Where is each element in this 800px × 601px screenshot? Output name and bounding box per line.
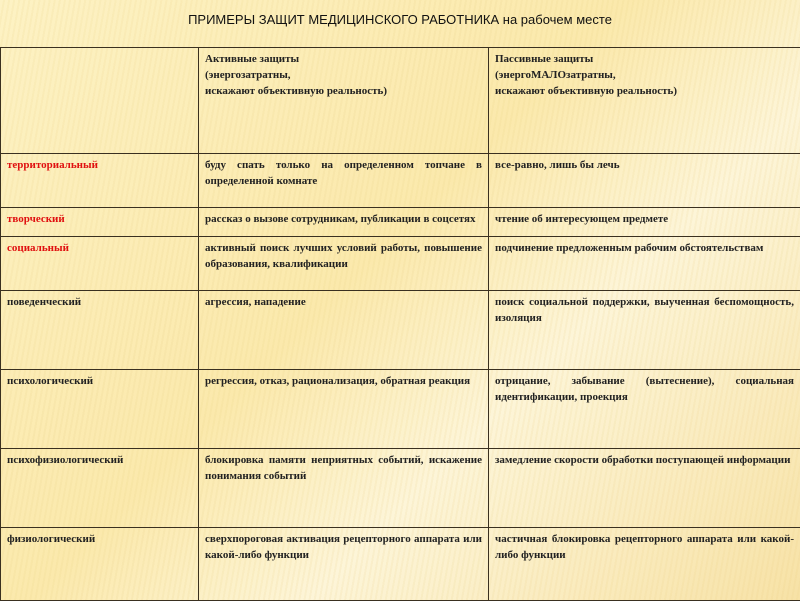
defense-type-cell: социальный <box>1 237 199 291</box>
defense-type-cell: поведенческий <box>1 291 199 370</box>
passive-defense-cell: частичная блокировка рецепторного аппарата или какой-либо функции <box>489 528 800 601</box>
header-row <box>1 48 800 154</box>
defense-type-cell: творческий <box>1 208 199 237</box>
header-line: Пассивные защиты <box>495 53 593 65</box>
table-row <box>1 237 800 291</box>
active-defense-cell: регрессия, отказ, рационализация, обратная реакция <box>199 370 489 449</box>
header-line: (энергозатратны, <box>205 69 291 81</box>
passive-defense-cell: чтение об интересующем предмете <box>489 208 800 237</box>
header-line: (энергоМАЛОзатратны, <box>495 69 616 81</box>
passive-defense-cell: поиск социальной поддержки, выученная беспомощность, изоляция <box>489 291 800 370</box>
table-row <box>1 208 800 237</box>
defense-type-cell: психологический <box>1 370 199 449</box>
passive-defense-cell: замедление скорости обработки поступающей информации <box>489 449 800 528</box>
header-empty-cell <box>1 48 199 154</box>
slide-title: ПРИМЕРЫ ЗАЩИТ МЕДИЦИНСКОГО РАБОТНИКА на рабочем месте <box>0 12 800 27</box>
defense-type-cell: территориальный <box>1 154 199 208</box>
header-active-defenses <box>199 48 489 154</box>
table-row <box>1 291 800 370</box>
active-defense-cell: активный поиск лучших условий работы, повышение образования, квалификации <box>199 237 489 291</box>
table-row <box>1 449 800 528</box>
active-defense-cell: агрессия, нападение <box>199 291 489 370</box>
table-row <box>1 528 800 601</box>
active-defense-cell: рассказ о вызове сотрудникам, публикации в соцсетях <box>199 208 489 237</box>
header-passive-defenses <box>489 48 800 154</box>
active-defense-cell: буду спать только на определенном топчане в определенной комнате <box>199 154 489 208</box>
passive-defense-cell: подчинение предложенным рабочим обстоятельствам <box>489 237 800 291</box>
header-line: Активные защиты <box>205 53 299 65</box>
table-row <box>1 154 800 208</box>
active-defense-cell: сверхпороговая активация рецепторного аппарата или какой-либо функции <box>199 528 489 601</box>
table-row <box>1 370 800 449</box>
header-line: искажают объективную реальность) <box>205 85 387 97</box>
defense-type-cell: психофизиологический <box>1 449 199 528</box>
passive-defense-cell: отрицание, забывание (вытеснение), социальная идентификации, проекция <box>489 370 800 449</box>
defenses-table <box>0 47 800 601</box>
header-line: искажают объективную реальность) <box>495 85 677 97</box>
passive-defense-cell: все-равно, лишь бы лечь <box>489 154 800 208</box>
active-defense-cell: блокировка памяти неприятных событий, искажение понимания событий <box>199 449 489 528</box>
defense-type-cell: физиологический <box>1 528 199 601</box>
